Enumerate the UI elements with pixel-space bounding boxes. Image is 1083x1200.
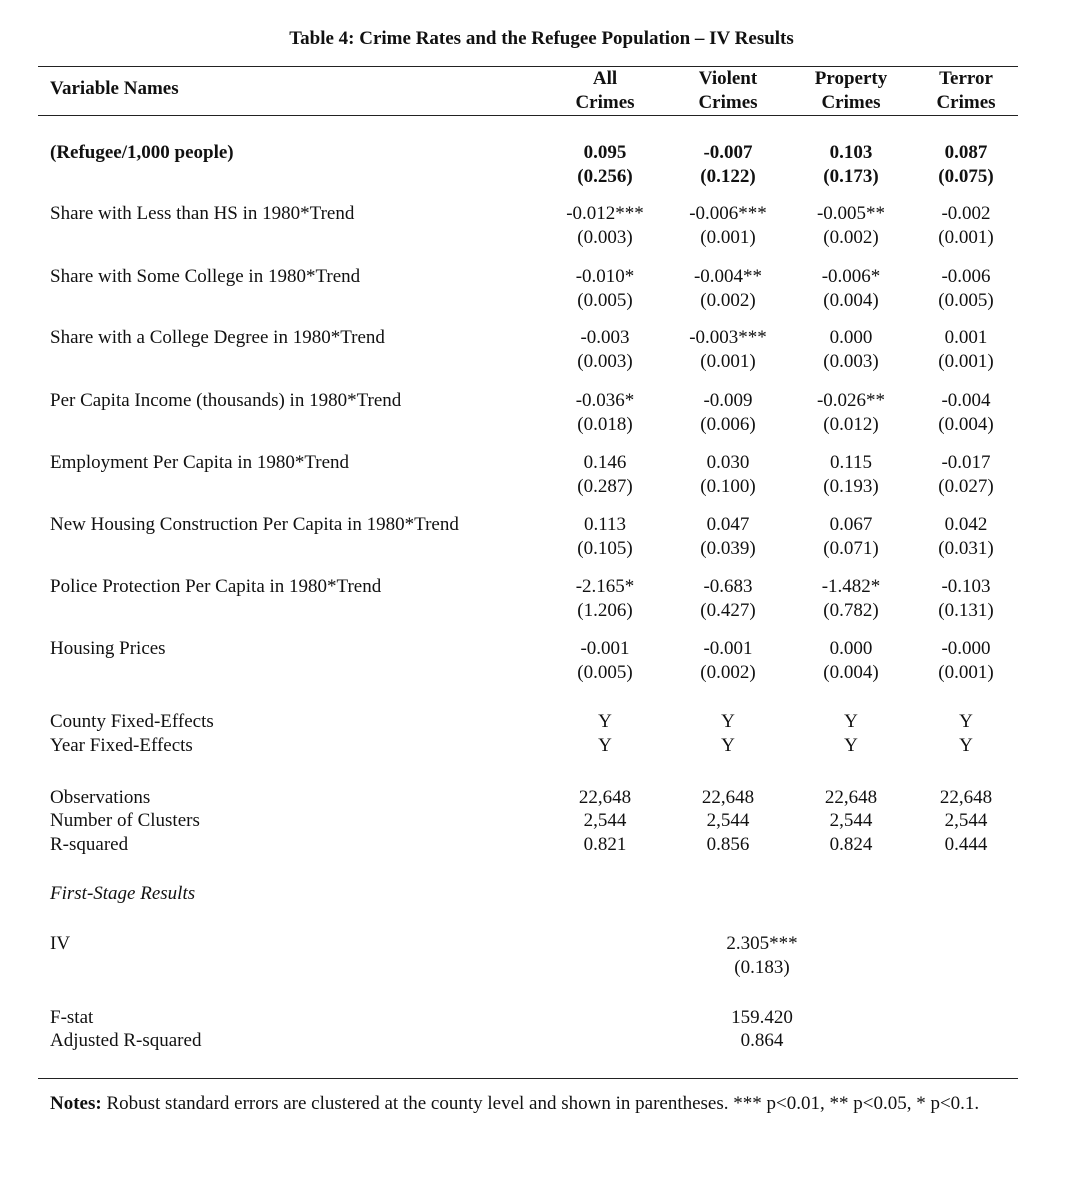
fixed-effect-label: County Fixed-Effects <box>50 711 214 732</box>
column-header-line2: Crimes <box>575 92 635 113</box>
standard-error-cell: (0.001) <box>938 227 994 248</box>
coefficient-cell: -0.001 <box>580 638 630 659</box>
stat-cell: 0.444 <box>944 834 988 855</box>
header-rule <box>38 115 1018 116</box>
bottom-rule <box>38 1078 1018 1079</box>
fstat-value: 159.420 <box>731 1007 793 1028</box>
stat-cell: 2,544 <box>706 810 750 831</box>
row-label: Share with Some College in 1980*Trend <box>50 266 361 287</box>
standard-error-cell: (0.005) <box>577 290 633 311</box>
notes-label: Notes: <box>50 1093 102 1114</box>
row-label: Employment Per Capita in 1980*Trend <box>50 452 350 473</box>
coefficient-cell: -0.004** <box>693 266 763 287</box>
column-header-violent-crimes <box>663 67 793 115</box>
coefficient-cell: 0.103 <box>829 142 873 163</box>
standard-error-cell: (0.122) <box>700 166 756 187</box>
row-label: Police Protection Per Capita in 1980*Trend <box>50 576 382 597</box>
row-label: Housing Prices <box>50 638 166 659</box>
column-header-all-crimes <box>540 67 670 115</box>
coefficient-cell: 0.095 <box>583 142 627 163</box>
standard-error-cell: (0.193) <box>823 476 879 497</box>
coefficient-cell: -0.036* <box>575 390 635 411</box>
stat-cell: 22,648 <box>701 787 755 808</box>
column-header-line1: Terror <box>939 68 993 89</box>
stat-cell: 2,544 <box>944 810 988 831</box>
coefficient-cell: 0.047 <box>706 514 750 535</box>
standard-error-cell: (0.002) <box>700 662 756 683</box>
standard-error-cell: (0.001) <box>700 227 756 248</box>
fixed-effect-label: Year Fixed-Effects <box>50 735 193 756</box>
coefficient-cell: 0.000 <box>829 638 873 659</box>
standard-error-cell: (0.001) <box>700 351 756 372</box>
row-label: Per Capita Income (thousands) in 1980*Trend <box>50 390 402 411</box>
coefficient-cell: -0.006*** <box>689 203 767 224</box>
coefficient-cell: -0.012*** <box>566 203 644 224</box>
fixed-effect-cell: Y <box>598 735 612 756</box>
fstat-label: F-stat <box>50 1007 94 1028</box>
fixed-effect-cell: Y <box>844 735 858 756</box>
standard-error-cell: (0.131) <box>938 600 994 621</box>
coefficient-cell: -1.482* <box>821 576 881 597</box>
first-stage-heading: First-Stage Results <box>50 883 196 904</box>
column-header-line1: Property <box>814 68 888 89</box>
coefficient-cell: 0.113 <box>583 514 627 535</box>
standard-error-cell: (0.287) <box>577 476 633 497</box>
stat-cell: 22,648 <box>824 787 878 808</box>
standard-error-cell: (0.100) <box>700 476 756 497</box>
coefficient-cell: 0.030 <box>706 452 750 473</box>
standard-error-cell: (0.001) <box>938 662 994 683</box>
stat-label: R-squared <box>50 834 129 855</box>
standard-error-cell: (0.001) <box>938 351 994 372</box>
stat-cell: 22,648 <box>939 787 993 808</box>
column-header-line1: Violent <box>698 68 758 89</box>
stat-cell: 0.821 <box>583 834 627 855</box>
column-header-terror-crimes <box>901 67 1031 115</box>
fixed-effect-cell: Y <box>844 711 858 732</box>
fixed-effect-cell: Y <box>598 711 612 732</box>
column-header-line1: All <box>592 68 618 89</box>
standard-error-cell: (0.071) <box>823 538 879 559</box>
coefficient-cell: 0.087 <box>944 142 988 163</box>
table-title: Table 4: Crime Rates and the Refugee Population – IV Results <box>289 28 794 49</box>
standard-error-cell: (0.105) <box>577 538 633 559</box>
coefficient-cell: -0.003 <box>580 327 630 348</box>
iv-coefficient: 2.305*** <box>726 933 798 954</box>
row-label: New Housing Construction Per Capita in 1980*Trend <box>50 514 459 535</box>
coefficient-cell: -0.683 <box>703 576 753 597</box>
coefficient-cell: 0.001 <box>944 327 988 348</box>
coefficient-cell: -0.010* <box>575 266 635 287</box>
standard-error-cell: (0.005) <box>577 662 633 683</box>
standard-error-cell: (0.002) <box>700 290 756 311</box>
standard-error-cell: (0.018) <box>577 414 633 435</box>
stat-cell: 0.824 <box>829 834 873 855</box>
coefficient-cell: -0.000 <box>941 638 991 659</box>
coefficient-cell: 0.115 <box>829 452 873 473</box>
standard-error-cell: (0.004) <box>823 290 879 311</box>
fixed-effect-cell: Y <box>721 735 735 756</box>
notes-text: Robust standard errors are clustered at the county level and shown in parentheses. *** p<0.01, ** p<0.05, * p<0.1. <box>101 1093 980 1114</box>
coefficient-cell: -0.009 <box>703 390 753 411</box>
standard-error-cell: (0.003) <box>823 351 879 372</box>
standard-error-cell: (0.003) <box>577 227 633 248</box>
stat-cell: 2,544 <box>829 810 873 831</box>
standard-error-cell: (0.002) <box>823 227 879 248</box>
stat-cell: 22,648 <box>578 787 632 808</box>
standard-error-cell: (0.427) <box>700 600 756 621</box>
coefficient-cell: -0.103 <box>941 576 991 597</box>
coefficient-cell: -0.006 <box>941 266 991 287</box>
standard-error-cell: (1.206) <box>577 600 633 621</box>
column-header-line2: Crimes <box>698 92 758 113</box>
coefficient-cell: 0.042 <box>944 514 988 535</box>
fixed-effect-cell: Y <box>959 711 973 732</box>
standard-error-cell: (0.003) <box>577 351 633 372</box>
coefficient-cell: -0.026** <box>816 390 886 411</box>
adjusted-r2-label: Adjusted R-squared <box>50 1030 202 1051</box>
standard-error-cell: (0.004) <box>938 414 994 435</box>
coefficient-cell: -0.017 <box>941 452 991 473</box>
iv-standard-error: (0.183) <box>734 957 790 978</box>
fixed-effect-cell: Y <box>959 735 973 756</box>
stat-label: Number of Clusters <box>50 810 200 831</box>
row-label: (Refugee/1,000 people) <box>50 142 234 163</box>
standard-error-cell: (0.256) <box>577 166 633 187</box>
standard-error-cell: (0.004) <box>823 662 879 683</box>
coefficient-cell: 0.146 <box>583 452 627 473</box>
column-header-property-crimes <box>786 67 916 115</box>
coefficient-cell: -0.002 <box>941 203 991 224</box>
coefficient-cell: 0.067 <box>829 514 873 535</box>
coefficient-cell: -0.005** <box>816 203 886 224</box>
standard-error-cell: (0.173) <box>823 166 879 187</box>
variable-names-header: Variable Names <box>50 78 179 99</box>
standard-error-cell: (0.039) <box>700 538 756 559</box>
table-notes <box>50 1092 1030 1115</box>
standard-error-cell: (0.782) <box>823 600 879 621</box>
standard-error-cell: (0.027) <box>938 476 994 497</box>
coefficient-cell: -0.006* <box>821 266 881 287</box>
coefficient-cell: -0.004 <box>941 390 991 411</box>
adjusted-r2-value: 0.864 <box>740 1030 784 1051</box>
coefficient-cell: -2.165* <box>575 576 635 597</box>
coefficient-cell: -0.007 <box>703 142 753 163</box>
coefficient-cell: 0.000 <box>829 327 873 348</box>
stat-cell: 2,544 <box>583 810 627 831</box>
fixed-effect-cell: Y <box>721 711 735 732</box>
row-label: Share with Less than HS in 1980*Trend <box>50 203 355 224</box>
coefficient-cell: -0.001 <box>703 638 753 659</box>
iv-label: IV <box>50 933 71 954</box>
standard-error-cell: (0.005) <box>938 290 994 311</box>
standard-error-cell: (0.012) <box>823 414 879 435</box>
coefficient-cell: -0.003*** <box>689 327 767 348</box>
standard-error-cell: (0.075) <box>938 166 994 187</box>
column-header-line2: Crimes <box>936 92 996 113</box>
standard-error-cell: (0.006) <box>700 414 756 435</box>
stat-cell: 0.856 <box>706 834 750 855</box>
column-header-line2: Crimes <box>821 92 881 113</box>
standard-error-cell: (0.031) <box>938 538 994 559</box>
row-label: Share with a College Degree in 1980*Trend <box>50 327 385 348</box>
stat-label: Observations <box>50 787 151 808</box>
